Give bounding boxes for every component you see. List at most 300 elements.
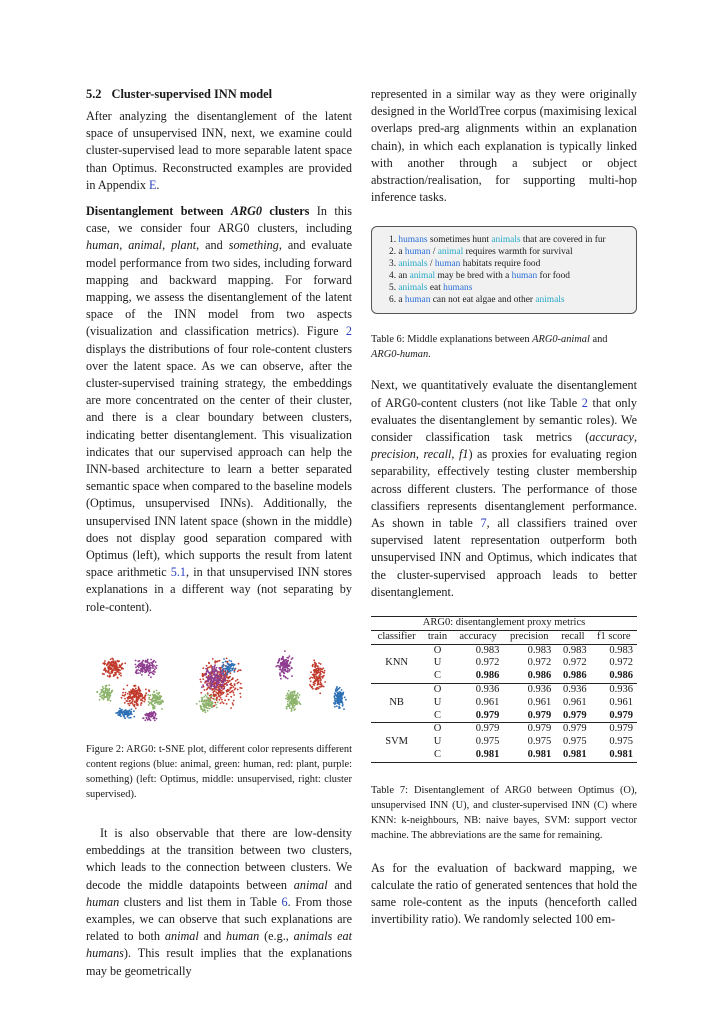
human-point	[149, 694, 151, 696]
something-point	[209, 688, 211, 690]
something-point	[213, 666, 215, 668]
plant-point	[315, 671, 317, 673]
plant-point	[108, 670, 110, 672]
something-point	[220, 672, 222, 674]
human-point	[152, 704, 154, 706]
human-point	[99, 693, 101, 695]
plant-point	[314, 677, 316, 679]
tsne-plot-unsupervised	[177, 638, 262, 728]
plant-point	[230, 678, 232, 680]
column-header: recall	[561, 630, 585, 642]
something-point	[142, 665, 144, 667]
table-row	[371, 710, 637, 723]
plant-point	[200, 681, 202, 683]
plant-point	[314, 661, 316, 663]
something-point	[222, 679, 224, 681]
human-point	[198, 700, 200, 702]
figure-caption: Figure 2: ARG0: t-SNE plot, different color represents different content regions (blue: animal, green: human, red: plant, purple: something) (left: Optimus, middle: unsupervised, right: cluster supervised).	[86, 743, 352, 800]
plant-point	[135, 687, 137, 689]
plant-point	[315, 673, 317, 675]
something-point	[286, 664, 288, 666]
something-point	[221, 684, 223, 686]
plant-point	[315, 668, 317, 670]
example-line: 3. animals / human habitats require food	[389, 259, 541, 270]
animal-point	[336, 705, 338, 707]
human-point	[203, 703, 205, 705]
human-point	[109, 688, 111, 690]
plant-point	[114, 662, 116, 664]
human-point	[203, 696, 205, 698]
paragraph: After analyzing the disentanglement of the latent space of unsupervised INN, next, we examine could cluster-supervised lead to more separable latent space than Optimus. Reconstructed examples are provided in Appendix E.	[86, 109, 352, 192]
something-point	[283, 671, 285, 673]
something-point	[217, 675, 219, 677]
human-point	[159, 703, 161, 705]
animal-point	[338, 696, 340, 698]
animal-point	[129, 713, 131, 715]
human-point	[154, 707, 156, 709]
animal-point	[226, 673, 228, 675]
table7-caption: Table 7: Disentanglement of ARG0 between Optimus (O), unsupervised INN (U), and cluster-supervised INN (C) where KNN: k-neighbours, NB: naive bayes, SVM: support vector machine. The abbreviations are the same for remaining.	[371, 784, 637, 841]
metric-cell: 0.975	[562, 736, 587, 748]
animal-point	[234, 668, 236, 670]
human-point	[299, 701, 301, 703]
column-header: classifier	[377, 630, 416, 642]
human-point	[156, 697, 158, 699]
human-point	[286, 695, 288, 697]
classifier-cell	[371, 723, 422, 736]
plant-point	[144, 697, 146, 699]
animal-point	[128, 717, 130, 719]
animal-point	[337, 689, 339, 691]
plant-point	[132, 689, 134, 691]
human-point	[108, 695, 110, 697]
plant-point	[317, 665, 319, 667]
metric-cell: 0.979	[562, 723, 587, 735]
plant-point	[225, 695, 227, 697]
plant-point	[313, 669, 315, 671]
metric-cell: 0.972	[527, 657, 552, 669]
train-cell: U	[433, 696, 442, 708]
plant-point	[229, 672, 231, 674]
section-link[interactable]: 5.1	[170, 565, 187, 580]
human-point	[154, 694, 156, 696]
train-cell: O	[433, 644, 442, 656]
something-point	[141, 663, 143, 665]
something-point	[155, 661, 157, 663]
human-point	[297, 692, 299, 694]
something-point	[135, 666, 137, 668]
plant-point	[133, 684, 135, 686]
plant-point	[118, 669, 120, 671]
human-point	[99, 695, 101, 697]
plant-point	[232, 699, 234, 701]
something-point	[287, 662, 289, 664]
animal-point	[226, 662, 228, 664]
plant-point	[318, 667, 320, 669]
plant-point	[230, 707, 232, 709]
plant-point	[145, 694, 147, 696]
plant-point	[222, 691, 224, 693]
something-point	[153, 660, 155, 662]
plant-point	[113, 675, 115, 677]
animal-point	[231, 668, 233, 670]
example-line: 2. a human / animal requires warmth for survival	[389, 247, 573, 258]
human-point	[102, 686, 104, 688]
something-point	[211, 668, 213, 670]
something-point	[283, 661, 285, 663]
animal-point	[338, 701, 340, 703]
plant-point	[311, 686, 313, 688]
something-point	[148, 670, 150, 672]
something-point	[206, 683, 208, 685]
human-point	[206, 710, 208, 712]
human-point	[211, 704, 213, 706]
something-point	[289, 655, 291, 657]
plant-point	[140, 698, 142, 700]
plant-point	[124, 698, 126, 700]
animal-point	[342, 702, 344, 704]
plant-point	[320, 678, 322, 680]
plant-point	[230, 696, 232, 698]
animal-point	[228, 664, 230, 666]
plant-point	[312, 665, 314, 667]
plant-point	[201, 673, 203, 675]
plant-point	[219, 694, 221, 696]
plant-point	[112, 658, 114, 660]
something-point	[201, 686, 203, 688]
table-link[interactable]: 7	[480, 516, 487, 531]
human-point	[288, 705, 290, 707]
human-point	[287, 703, 289, 705]
metric-cell: 0.983	[609, 644, 633, 656]
something-point	[218, 689, 220, 691]
metric-cell: 0.979	[527, 723, 552, 735]
plant-point	[141, 702, 143, 704]
plant-point	[219, 702, 221, 704]
something-point	[284, 663, 286, 665]
something-point	[218, 667, 220, 669]
table-row	[371, 670, 637, 683]
plant-point	[216, 692, 218, 694]
plant-point	[204, 682, 206, 684]
animal-point	[341, 696, 343, 698]
something-point	[222, 675, 224, 677]
something-point	[224, 676, 226, 678]
human-point	[105, 689, 107, 691]
human-point	[108, 699, 110, 701]
plant-point	[205, 689, 207, 691]
plant-point	[240, 683, 242, 685]
plant-point	[134, 705, 136, 707]
human-point	[106, 694, 108, 696]
plant-point	[232, 677, 234, 679]
metric-cell: 0.975	[475, 736, 500, 748]
classifier-cell	[371, 749, 422, 762]
plant-point	[135, 707, 137, 709]
human-point	[210, 702, 212, 704]
something-point	[226, 684, 228, 686]
plant-point	[136, 693, 138, 695]
something-point	[141, 674, 143, 676]
plant-point	[225, 657, 227, 659]
animal-point	[120, 715, 122, 717]
animal-point	[340, 693, 342, 695]
metric-cell: 0.986	[562, 670, 587, 682]
plant-point	[122, 692, 124, 694]
plant-point	[128, 700, 130, 702]
human-point	[99, 699, 101, 701]
something-point	[281, 662, 283, 664]
train-cell: U	[433, 657, 442, 669]
section-number: 5.2	[86, 87, 102, 101]
human-point	[295, 702, 297, 704]
human-point	[287, 692, 289, 694]
something-point	[148, 718, 150, 720]
something-point	[289, 668, 291, 670]
plant-point	[142, 700, 144, 702]
animal-point	[334, 706, 336, 708]
plant-point	[207, 667, 209, 669]
metric-cell: 0.986	[527, 670, 552, 682]
example-line: 4. an animal may be bred with a human for food	[389, 271, 570, 282]
plant-point	[222, 702, 224, 704]
plant-point	[129, 704, 131, 706]
metric-cell: 0.986	[609, 670, 633, 682]
plant-point	[225, 682, 227, 684]
human-point	[148, 704, 150, 706]
something-point	[137, 660, 139, 662]
something-point	[284, 650, 286, 652]
animal-point	[117, 712, 119, 714]
human-point	[291, 707, 293, 709]
human-point	[156, 689, 158, 691]
plant-point	[236, 670, 238, 672]
plant-point	[140, 694, 142, 696]
plant-point	[314, 659, 316, 661]
something-point	[205, 673, 207, 675]
animal-point	[335, 702, 337, 704]
animal-point	[339, 687, 341, 689]
something-point	[282, 656, 284, 658]
plant-point	[226, 680, 228, 682]
plant-point	[320, 663, 322, 665]
plant-point	[322, 677, 324, 679]
something-point	[215, 686, 217, 688]
something-point	[224, 680, 226, 682]
animal-point	[335, 690, 337, 692]
something-point	[154, 716, 156, 718]
table-row	[371, 736, 637, 749]
animal-point	[121, 709, 123, 711]
animal-point	[119, 714, 121, 716]
plant-point	[214, 702, 216, 704]
animal-point	[226, 667, 228, 669]
something-point	[150, 658, 152, 660]
plant-point	[128, 691, 130, 693]
plant-point	[239, 696, 241, 698]
right-column	[371, 86, 637, 929]
animal-point	[335, 693, 337, 695]
plant-point	[114, 672, 116, 674]
plant-point	[310, 680, 312, 682]
classifier-cell: KNN	[385, 657, 408, 669]
animal-point	[339, 706, 341, 708]
human-point	[207, 694, 209, 696]
human-point	[154, 702, 156, 704]
something-point	[150, 676, 152, 678]
human-point	[200, 706, 202, 708]
human-point	[103, 697, 105, 699]
plant-point	[218, 695, 220, 697]
something-point	[202, 684, 204, 686]
plant-point	[316, 675, 318, 677]
something-point	[212, 673, 214, 675]
human-point	[201, 697, 203, 699]
something-point	[138, 667, 140, 669]
something-point	[147, 667, 149, 669]
plant-point	[130, 689, 132, 691]
human-point	[208, 707, 210, 709]
plant-point	[134, 704, 136, 706]
plant-point	[232, 692, 234, 694]
human-point	[111, 689, 113, 691]
plant-point	[137, 696, 139, 698]
plant-point	[319, 662, 321, 664]
human-point	[96, 691, 98, 693]
something-point	[137, 669, 139, 671]
plant-point	[215, 699, 217, 701]
plant-point	[323, 675, 325, 677]
human-point	[293, 694, 295, 696]
plant-point	[121, 663, 123, 665]
classifier-cell	[371, 684, 422, 697]
table-link[interactable]: 2	[581, 395, 588, 410]
metric-cell: 0.979	[527, 709, 552, 721]
plant-point	[140, 704, 142, 706]
plant-point	[139, 688, 141, 690]
plant-point	[217, 694, 219, 696]
something-point	[218, 681, 220, 683]
plant-point	[143, 701, 145, 703]
something-point	[217, 679, 219, 681]
something-point	[209, 673, 211, 675]
animal-point	[126, 710, 128, 712]
something-point	[215, 683, 217, 685]
plant-point	[111, 664, 113, 666]
animal-point	[339, 704, 341, 706]
plant-point	[122, 694, 124, 696]
something-point	[211, 680, 213, 682]
something-point	[287, 671, 289, 673]
plant-point	[212, 693, 214, 695]
plant-point	[229, 687, 231, 689]
human-point	[109, 696, 111, 698]
classifier-cell	[371, 670, 422, 683]
human-point	[156, 692, 158, 694]
plant-point	[236, 679, 238, 681]
human-point	[202, 705, 204, 707]
section-heading	[86, 86, 352, 103]
plant-point	[145, 688, 147, 690]
plant-point	[233, 694, 235, 696]
table-row	[371, 644, 637, 657]
animal-point	[222, 673, 224, 675]
plant-point	[131, 698, 133, 700]
plant-point	[219, 697, 221, 699]
something-point	[156, 718, 158, 720]
metric-cell: 0.981	[527, 749, 552, 761]
animal-point	[342, 694, 344, 696]
something-point	[154, 711, 156, 713]
column-header: train	[427, 630, 448, 642]
human-point	[286, 708, 288, 710]
plant-point	[199, 678, 201, 680]
something-point	[280, 665, 282, 667]
something-point	[291, 667, 293, 669]
animal-point	[225, 665, 227, 667]
plant-point	[236, 682, 238, 684]
animal-point	[337, 693, 339, 695]
plant-point	[123, 688, 125, 690]
plant-point	[135, 700, 137, 702]
something-point	[148, 674, 150, 676]
plant-point	[229, 683, 231, 685]
something-point	[142, 661, 144, 663]
something-point	[212, 670, 214, 672]
human-point	[153, 699, 155, 701]
plant-point	[219, 691, 221, 693]
plant-point	[320, 680, 322, 682]
plant-point	[320, 692, 322, 694]
animal-point	[221, 670, 223, 672]
plant-point	[318, 671, 320, 673]
human-point	[205, 696, 207, 698]
table-link[interactable]: 6	[281, 894, 288, 909]
animal-point	[127, 716, 129, 718]
plant-point	[309, 678, 311, 680]
plant-point	[203, 689, 205, 691]
figure-link[interactable]: 2	[345, 324, 352, 339]
metric-cell: 0.979	[609, 709, 633, 721]
human-point	[208, 705, 210, 707]
plant-point	[138, 686, 140, 688]
something-point	[288, 657, 290, 659]
plant-point	[313, 683, 315, 685]
human-point	[209, 699, 211, 701]
animal-point	[334, 695, 336, 697]
something-point	[280, 678, 282, 680]
plant-point	[312, 677, 314, 679]
metrics-table	[371, 616, 637, 763]
paragraph: represented in a similar way as they were originally designed in the WorldTree corpus (maximising lexical overlaps pred-arg alignments within an explanation chain), in which each explanation is typically linked with another through a subject or object abstraction/realisation, for supporting multi-hop inference tasks.	[371, 87, 637, 205]
human-point	[298, 697, 300, 699]
animal-point	[224, 670, 226, 672]
human-point	[160, 701, 162, 703]
plant-point	[315, 665, 317, 667]
human-point	[161, 708, 163, 710]
animal-point	[125, 709, 127, 711]
human-point	[109, 691, 111, 693]
something-point	[149, 664, 151, 666]
appendix-link[interactable]: E	[148, 177, 157, 192]
plant-point	[134, 701, 136, 703]
something-point	[281, 658, 283, 660]
paragraph: As for the evaluation of backward mapping, we calculate the ratio of generated sentences that hold the same role-content as the inputs (henceforth called invertibility ratio). We randomly selected 100 em-	[371, 860, 637, 927]
human-point	[294, 705, 296, 707]
plant-point	[319, 674, 321, 676]
human-point	[159, 698, 161, 700]
plant-point	[239, 669, 241, 671]
